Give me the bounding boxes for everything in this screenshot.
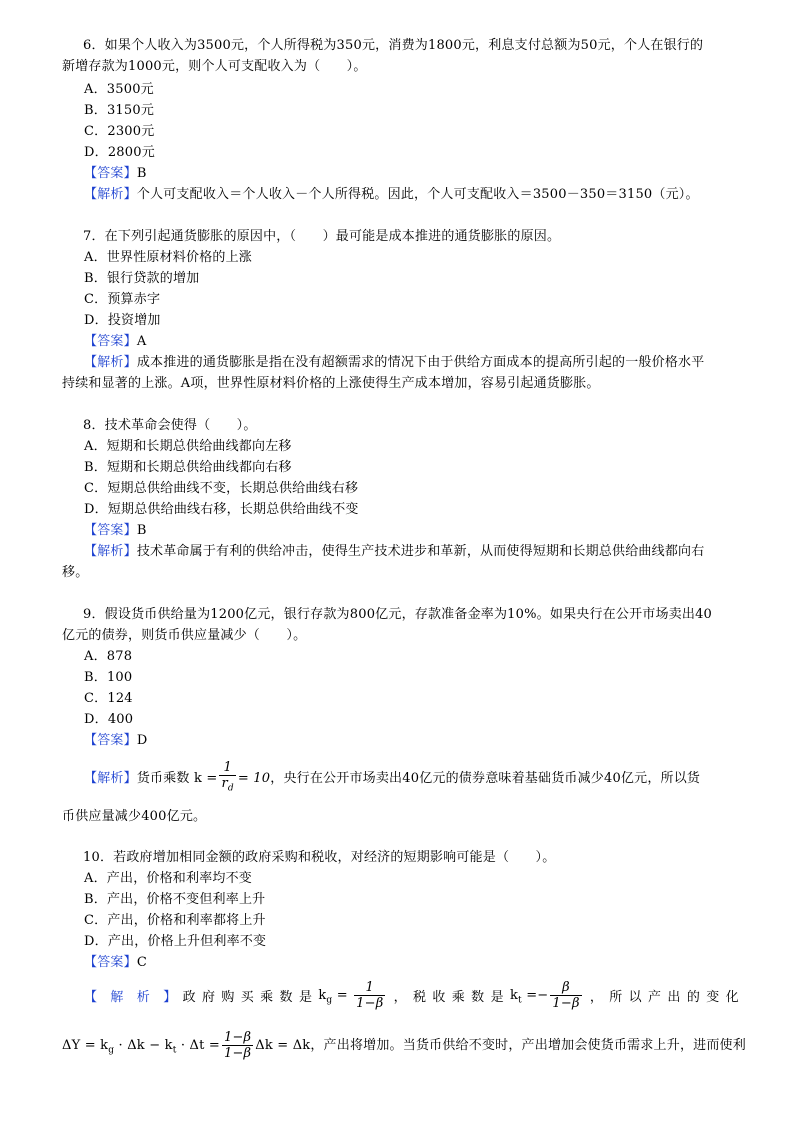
- q10-option-d: D．产出，价格上升但利率不变: [84, 934, 267, 949]
- q7-option-d: D．投资增加: [84, 313, 161, 328]
- q9-stem-line2: 亿元的债券，则货币供应量减少（ ）。: [62, 628, 307, 643]
- q8-stem-line1: 8．技术革命会使得（ ）。: [83, 418, 257, 433]
- analysis-word: 是: [298, 989, 313, 1005]
- denominator-r: r: [221, 776, 228, 791]
- q10-analysis-line1: [84, 980, 739, 1016]
- q7-analysis-line2: 持续和显著的上涨。A项，世界性原材料价格的上涨使得生产成本增加，容易引起通货膨胀。: [62, 376, 600, 391]
- answer-value: C: [136, 955, 147, 970]
- dy-sub-t: t: [172, 1045, 177, 1056]
- answer-value: B: [136, 166, 147, 181]
- q6-stem-line2: 新增存款为1000元，则个人可支配收入为（ ）。: [62, 59, 367, 74]
- q9-option-d: D．400: [84, 712, 134, 727]
- q8-option-d: D．短期总供给曲线右移，长期总供给曲线不变: [84, 502, 359, 517]
- q6-option-a: A．3500元: [84, 82, 154, 97]
- analysis-tag: 【解析】: [84, 544, 137, 559]
- analysis-word: 数: [279, 989, 293, 1005]
- q9-option-a: A．878: [84, 649, 133, 664]
- q9-option-b: B．100: [84, 670, 133, 685]
- analysis-tail: ，产出将增加。当货币供给不变时，产出增加会使货币需求上升，进而使利: [310, 1038, 746, 1053]
- kg-formula: $k_g$ = $\frac{1}{1-\beta}$: [318, 980, 384, 1011]
- dy-fraction: [222, 1030, 253, 1061]
- answer-tag: 【答案】: [84, 523, 137, 538]
- q8-analysis-line2: 移。: [62, 565, 89, 580]
- q9-analysis-line1: [84, 760, 700, 797]
- fraction-denominator: [219, 776, 235, 797]
- formula-result: = 10: [237, 770, 271, 786]
- kt-formula: $k_t$ =− $\frac{\beta}{1-\beta}$: [509, 980, 580, 1011]
- kg-denominator: 1−β: [356, 996, 384, 1011]
- answer-tag: 【答案】: [84, 733, 137, 748]
- q7-option-c: C．预算赤字: [84, 292, 161, 307]
- analysis-text: 个人可支配收入＝个人收入－个人所得税。因此，个人可支配收入＝3500－350＝3150（元）。: [136, 187, 699, 202]
- answer-value: A: [136, 334, 147, 349]
- q7-option-a: A．世界性原材料价格的上涨: [84, 250, 252, 265]
- analysis-word: 所: [609, 989, 623, 1005]
- analysis-word: 购: [221, 989, 235, 1005]
- q10-answer: [84, 955, 147, 971]
- kg-sub: g: [326, 995, 333, 1006]
- analysis-word: 数: [471, 989, 485, 1005]
- q6-option-d: D．2800元: [84, 145, 155, 160]
- analysis-text-pre: 货币乘数: [136, 770, 190, 786]
- q6-answer: [84, 166, 147, 182]
- kg-label: k: [318, 988, 327, 1003]
- analysis-text: 技术革命属于有利的供给冲击，使得生产技术进步和革新，从而使得短期和长期总供给曲线都向右: [136, 544, 705, 559]
- analysis-word: 是: [490, 989, 504, 1005]
- q9-analysis-line2: 币供应量减少400亿元。: [62, 809, 207, 824]
- kg-fraction: [354, 980, 385, 1011]
- answer-tag: 【答案】: [84, 955, 137, 970]
- analysis-word: 乘: [451, 989, 465, 1005]
- kt-sub: t: [518, 995, 522, 1006]
- dy-numerator: 1−β: [223, 1030, 252, 1045]
- q6-analysis: [84, 187, 699, 203]
- analysis-word: 出: [667, 989, 681, 1005]
- analysis-word: 以: [628, 989, 642, 1005]
- dy-sub-g: g: [108, 1045, 115, 1056]
- q7-answer: [84, 334, 146, 350]
- answer-tag: 【答案】: [84, 166, 137, 181]
- q10-analysis-line2: [62, 1030, 746, 1066]
- q10-option-c: C．产出，价格和利率都将上升: [84, 913, 266, 928]
- q8-option-c: C．短期总供给曲线不变，长期总供给曲线右移: [84, 481, 359, 496]
- analysis-tag: 【 解 析 】: [84, 989, 177, 1005]
- q7-analysis-line1: [84, 355, 704, 371]
- answer-value: B: [136, 523, 147, 538]
- kt-label: k: [509, 988, 519, 1003]
- dy-mid2: · Δt =: [180, 1038, 220, 1053]
- q9-option-c: C．124: [84, 691, 133, 706]
- q10-option-b: B．产出，价格不变但利率上升: [84, 892, 266, 907]
- answer-value: D: [136, 733, 148, 748]
- analysis-word: 府: [201, 989, 216, 1005]
- q8-answer: [84, 523, 147, 539]
- formula-k: k =: [193, 770, 218, 786]
- analysis-text: 成本推进的通货膨胀是指在没有超额需求的情况下由于供给方面成本的提高所引起的一般价格水平: [136, 355, 705, 370]
- analysis-word: 变: [706, 989, 720, 1005]
- analysis-tag: 【解析】: [84, 770, 137, 786]
- analysis-word: ，: [393, 989, 407, 1005]
- q7-stem-line1: 7．在下列引起通货膨胀的原因中，（ ）最可能是成本推进的通货膨胀的原因。: [83, 229, 561, 244]
- q8-option-a: A．短期和长期总供给曲线都向左移: [84, 439, 292, 454]
- kt-denominator: 1−β: [552, 996, 580, 1011]
- q10-stem-line1: 10．若政府增加相同金额的政府采购和税收，对经济的短期影响可能是（ ）。: [83, 850, 556, 865]
- analysis-tag: 【解析】: [84, 187, 137, 202]
- analysis-text-post: ，央行在公开市场卖出40亿元的债券意味着基础货币减少40亿元，所以货: [270, 770, 701, 786]
- analysis-word: 的: [686, 989, 701, 1005]
- analysis-word: 化: [725, 989, 739, 1005]
- q6-stem-line1: 6．如果个人收入为3500元，个人所得税为350元，消费为1800元，利息支付总额为50元，个人在银行的: [83, 38, 704, 53]
- kt-fraction: [550, 980, 581, 1011]
- money-multiplier-fraction: [219, 760, 235, 797]
- kt-numerator: β: [550, 980, 581, 996]
- denominator-sub: d: [227, 783, 234, 794]
- dy-pre: ΔY = k: [62, 1038, 109, 1053]
- q8-option-b: B．短期和长期总供给曲线都向右移: [84, 460, 292, 475]
- answer-tag: 【答案】: [84, 334, 137, 349]
- q6-option-c: C．2300元: [84, 124, 155, 139]
- analysis-word: 产: [648, 989, 662, 1005]
- dy-mid: · Δk − k: [118, 1038, 173, 1053]
- analysis-word: 税: [413, 989, 427, 1005]
- dy-post: Δk = Δk: [255, 1038, 311, 1053]
- analysis-word: ，: [589, 989, 604, 1005]
- q7-option-b: B．银行贷款的增加: [84, 271, 200, 286]
- dy-denominator: 1−β: [223, 1046, 252, 1061]
- q8-analysis-line1: [84, 544, 704, 560]
- analysis-tag: 【解析】: [84, 355, 137, 370]
- analysis-word: 政: [182, 989, 196, 1005]
- q10-option-a: A．产出，价格和利率均不变: [84, 871, 252, 886]
- q9-stem-line1: 9．假设货币供给量为1200亿元，银行存款为800亿元，存款准备金率为10%。如果央行在公开市场卖出40: [83, 607, 713, 622]
- fraction-numerator: 1: [219, 760, 235, 776]
- analysis-word: 收: [432, 989, 446, 1005]
- analysis-word: 乘: [260, 989, 274, 1005]
- q9-answer: [84, 733, 147, 749]
- kg-numerator: 1: [354, 980, 385, 996]
- analysis-word: 买: [240, 989, 254, 1005]
- q6-option-b: B．3150元: [84, 103, 155, 118]
